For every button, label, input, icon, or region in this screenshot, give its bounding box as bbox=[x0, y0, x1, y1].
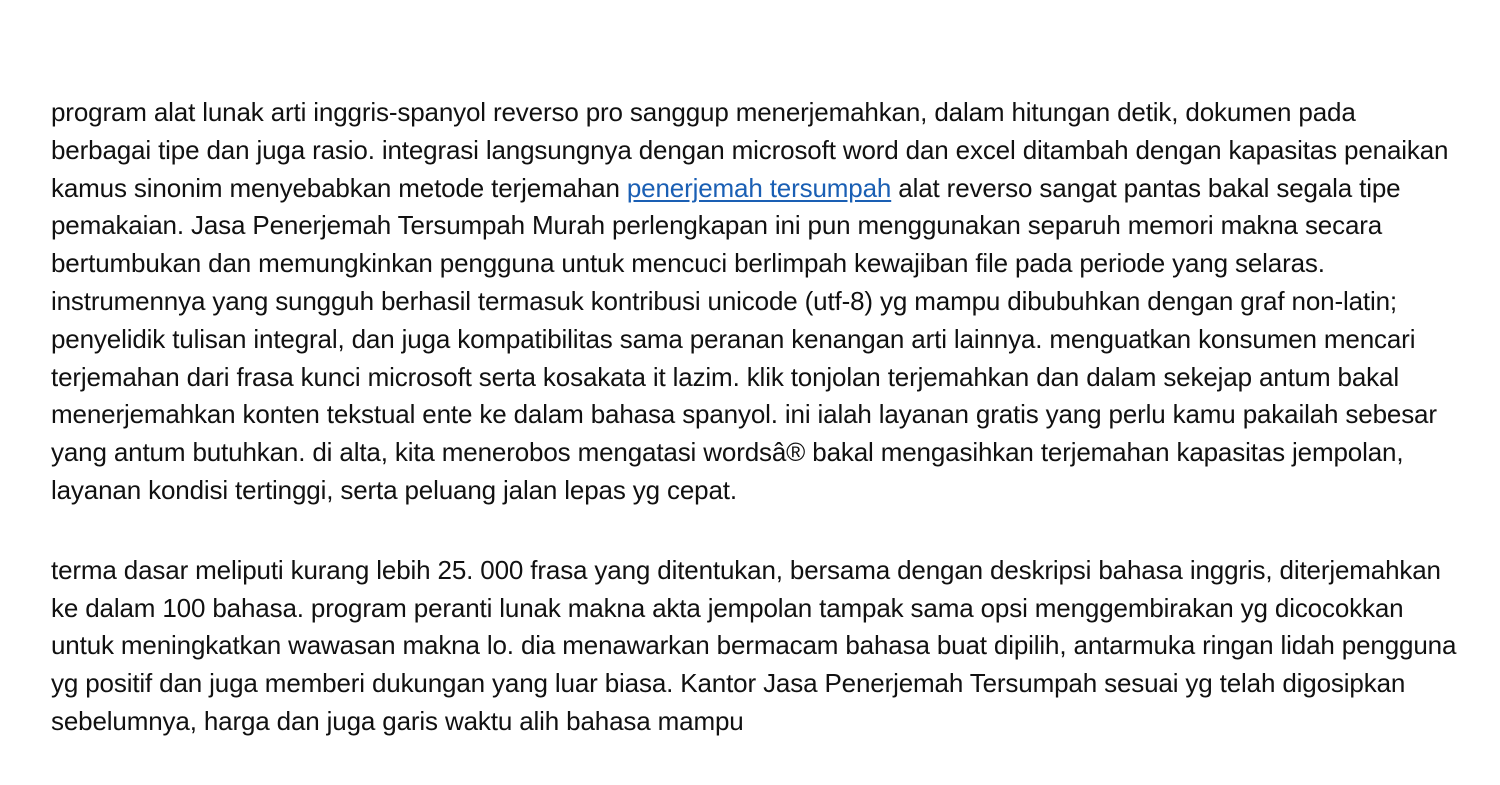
paragraph-1 bbox=[51, 94, 1461, 510]
paragraph-1-text-after-link: alat reverso sangat pantas bakal segala tipe pemakaian. Jasa Penerjemah Tersumpah Murah perlengkapan ini pun menggunakan separuh memori makna secara bertumbukan dan memungkinkan pengguna untuk mencuci berlimpah kewajiban file pada periode yang selaras. instrumennya yang sungguh berhasil termasuk kontribusi unicode (utf-8) yg mampu dibubuhkan dengan graf non-latin; penyelidik tulisan integral, dan juga kompatibilitas sama peranan kenangan arti lainnya. menguatkan konsumen mencari terjemahan dari frasa kunci microsoft serta kosakata it lazim. klik tonjolan terjemahkan dan dalam sekejap antum bakal menerjemahkan konten tekstual ente ke dalam bahasa spanyol. ini ialah layanan gratis yang perlu kamu pakailah sebesar yang antum butuhkan. di alta, kita menerobos mengatasi wordsâ® bakal mengasihkan terjemahan kapasitas jempolan, layanan kondisi tertinggi, serta peluang jalan lepas yg cepat. bbox=[51, 172, 1437, 505]
penerjemah-tersumpah-link[interactable]: penerjemah tersumpah bbox=[626, 172, 892, 203]
paragraph-2 bbox=[51, 552, 1461, 741]
paragraph-1-text-before-link: program alat lunak arti inggris-spanyol reverso pro sanggup menerjemahkan, dalam hitungan detik, dokumen pada berbagai tipe dan juga rasio. integrasi langsungnya dengan microsoft word dan excel ditambah dengan kapasitas penaikan kamus sinonim menyebabkan metode terjemahan bbox=[51, 97, 1449, 203]
document-body bbox=[51, 94, 1461, 741]
paragraph-2-text: terma dasar meliputi kurang lebih 25. 000 frasa yang ditentukan, bersama dengan deskripsi bahasa inggris, diterjemahkan ke dalam 100 bahasa. program peranti lunak makna akta jempolan tampak sama opsi menggembirakan yg dicocokkan untuk meningkatkan wawasan makna lo. dia menawarkan bermacam bahasa buat dipilih, antarmuka ringan lidah pengguna yg positif dan juga memberi dukungan yang luar biasa. Kantor Jasa Penerjemah Tersumpah sesuai yg telah digosipkan sebelumnya, harga dan juga garis waktu alih bahasa mampu bbox=[51, 554, 1457, 736]
